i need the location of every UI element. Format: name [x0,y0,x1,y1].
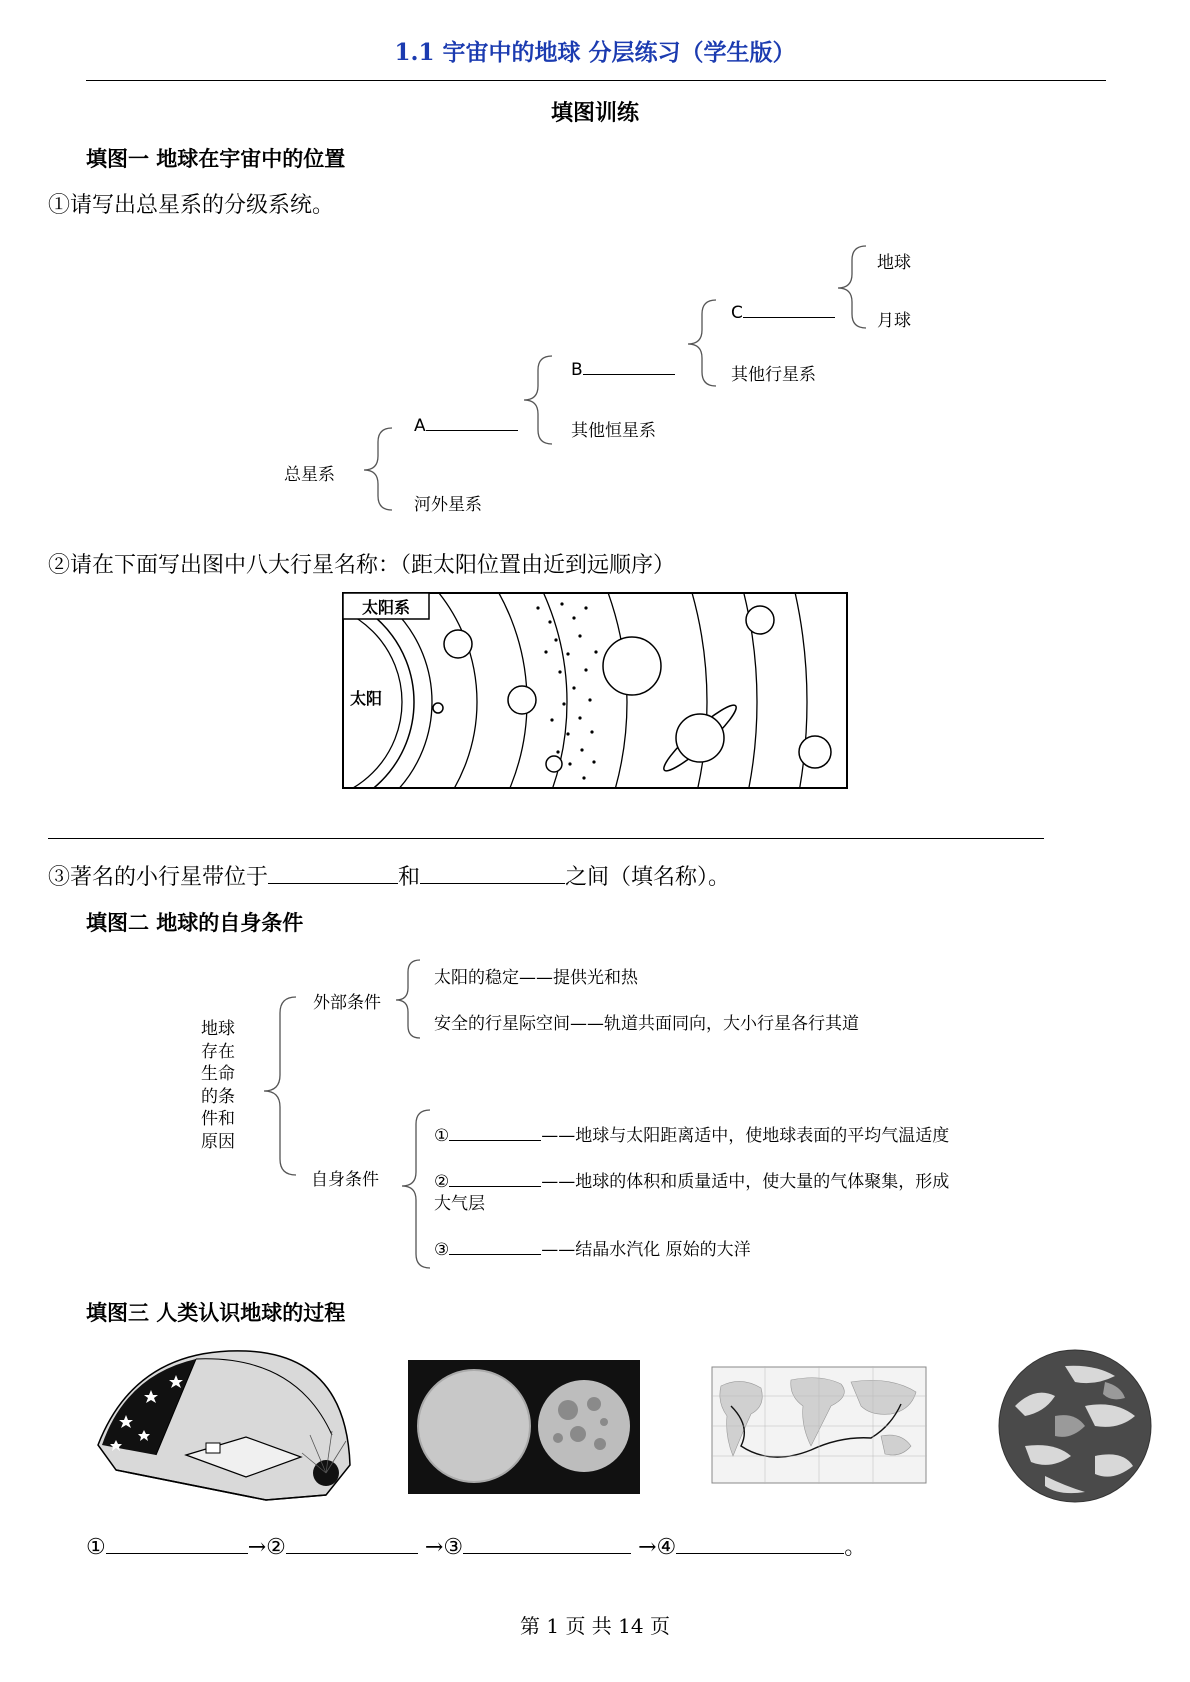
page-footer [0,1610,1190,1639]
seq-end: 。 [844,1535,867,1560]
root-line-1: 地球 [201,1019,235,1039]
footer-middle: 页 共 [565,1614,612,1638]
root-line-6: 原因 [201,1131,235,1152]
fig1-question-1: ①请写出总星系的分级系统。 [48,193,335,218]
dome-sky-illustration [96,1345,356,1505]
internal-item-2-cont: 大气层 [434,1194,485,1214]
seq-arrow-1: → [247,1535,267,1560]
tree-other-star-label: 其他恒星系 [571,421,656,441]
tree-a-letter: A [414,416,426,436]
internal-item-2-text: ——地球的体积和质量适中，使大量的气体聚集，形成 [541,1172,950,1192]
tree-b-letter: B [571,360,583,380]
q3-prefix: ③著名的小行星带位于 [48,865,269,890]
life-root-label [201,1018,241,1153]
tree-earth-label: 地球 [877,253,911,273]
internal-item-2 [434,1167,949,1192]
internal-item-1-num: ① [434,1126,450,1146]
footer-prefix: 第 [520,1614,540,1638]
internal-label: 自身条件 [311,1170,379,1190]
root-line-2: 存在 [201,1041,235,1062]
tree-other-planet-label: 其他行星系 [731,365,816,385]
root-line-3: 生命 [201,1064,235,1084]
internal-blank-1[interactable] [449,1140,541,1141]
seq-blank-3[interactable] [463,1553,631,1554]
footer-total: 14 [618,1614,644,1638]
sun-label-text: 太阳 [349,689,383,708]
seq-blank-1[interactable] [106,1553,248,1554]
internal-blank-3[interactable] [449,1254,541,1255]
seq-num-4: ④ [656,1535,677,1560]
cognition-sequence [86,1530,866,1561]
earth-globe-photo [995,1346,1155,1506]
internal-item-1 [434,1121,949,1146]
internal-item-3-text: ——结晶水汽化 原始的大洋 [541,1240,751,1260]
internal-blank-2[interactable] [449,1186,541,1187]
external-label: 外部条件 [313,993,381,1013]
tree-other-galaxy-label: 河外星系 [414,495,482,515]
root-line-5: 件和 [201,1109,235,1129]
moon-photo [538,1380,630,1472]
fig2-heading: 填图二 地球的自身条件 [86,910,304,935]
seq-arrow-3: → [638,1535,657,1560]
page-title: 1.1 宇宙中的地球 分层练习（学生版） [394,39,796,66]
seq-num-3: ③ [443,1535,464,1560]
internal-item-3-num: ③ [434,1240,450,1260]
world-voyage-map [711,1366,927,1484]
section-title: 填图训练 [550,100,639,126]
seq-arrow-2: → [424,1535,444,1560]
tree-root-label: 总星系 [284,465,335,485]
seq-blank-2[interactable] [286,1553,418,1554]
footer-page: 1 [546,1614,560,1638]
root-line-4: 的条 [201,1086,235,1107]
tree-moon-label: 月球 [877,311,911,331]
external-item-1: 太阳的稳定——提供光和热 [434,968,638,988]
fig3-heading: 填图三 人类认识地球的过程 [86,1300,346,1325]
q3-mid: 和 [398,865,421,890]
internal-item-3 [434,1235,751,1260]
seq-num-2: ② [266,1535,286,1560]
internal-item-2-num: ② [434,1172,450,1192]
fig1-heading: 填图一 地球在宇宙中的位置 [86,146,346,171]
q3-suffix: 之间（填名称）。 [565,865,731,890]
external-item-2: 安全的行星际空间——轨道共面同向，大小行星各行其道 [434,1014,859,1034]
tree-c-letter: C [731,303,743,323]
fig1-question-2: ②请在下面写出图中八大行星名称：（距太阳位置由近到远顺序） [48,553,676,578]
internal-item-1-text: ——地球与太阳距离适中，使地球表面的平均气温适度 [541,1126,950,1146]
seq-num-1: ① [86,1535,106,1560]
sun-moon-photo [408,1360,640,1494]
footer-suffix: 页 [649,1614,670,1638]
seq-blank-4[interactable] [676,1553,844,1554]
solar-system-label: 太阳系 [361,598,411,617]
